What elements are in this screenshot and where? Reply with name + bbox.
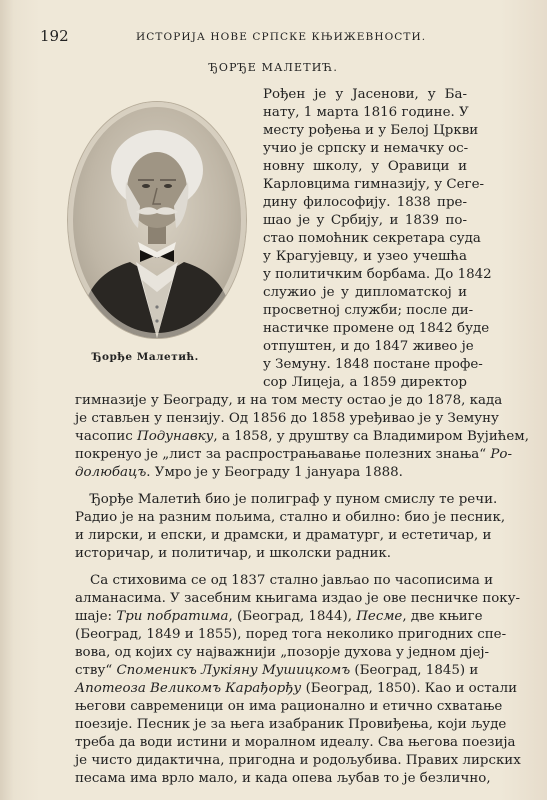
text-line: гимназије у Београду, и на том месту остао је до 1878, када [75, 393, 503, 408]
work-title: Песме [356, 609, 403, 624]
text-line: учио је српску и немачку ос- [263, 141, 469, 156]
text-line: стао помоћник секретара суда [263, 231, 481, 246]
text-line: Ђорђе Малетић био је полиграф у пуном смислу те речи. [90, 492, 498, 507]
text-line: песама има врло мало, и када опева љубав то је безлично, [75, 771, 491, 786]
text-line: настичке промене од 1842 буде [263, 321, 490, 336]
text-line: у Крагујевцу, и узео учешћа [263, 249, 467, 264]
text-line: вова, од којих су најважнији „позорје духова у једном дјеј- [75, 645, 490, 660]
text-line: Радио је на разним пољима, стално и обилно: био је песник, [75, 510, 506, 525]
text-line: алманасима. У засебним књигама издао је ове песничке поку- [75, 591, 521, 606]
text-line: просветној служби; после ди- [263, 303, 474, 318]
text-line: долюбацъ. Умро је у Београду 1 јануара 1888. [75, 465, 403, 480]
work-title: Споменикъ Лукіяну Мушицкомъ [116, 663, 351, 678]
periodical-title: Ро- [490, 447, 513, 462]
text-line: отпуштен, и до 1847 живео је [263, 339, 474, 354]
text-line: нату, 1 марта 1816 године. У [263, 105, 469, 120]
text-line: сор Лицеја, а 1859 директор [263, 375, 467, 390]
portrait-image [68, 102, 246, 338]
text-line: и лирски, и епски, и драмски, и драматург, и естетичар, и [75, 528, 492, 543]
running-head: ИСТОРИЈА НОВЕ СРПСКЕ КЊИЖЕВНОСТИ. [136, 31, 427, 43]
page-header [40, 27, 501, 47]
portrait-caption: Ђорђе Малетић. [92, 351, 199, 363]
section-title: ЂОРЂЕ МАЛЕТИЋ. [208, 61, 339, 74]
text-line: је чисто дидактична, пригодна и родољубива. Правих лирских [75, 753, 521, 768]
text-line: Са стиховима се од 1837 стално јављао по часописима и [90, 573, 494, 588]
text-line: часопис Подунавку, а 1858, у друштву са Владимиром Вујићем, [75, 429, 529, 444]
text-line: дину философију. 1838 пре- [263, 195, 467, 210]
text-line: Карловцима гимназију, у Сеге- [263, 177, 485, 192]
text-line: служио је у дипломатској и [263, 285, 467, 300]
text-line: Апотеоза Великомъ Карађорђу (Београд, 1850). Као и остали [75, 681, 518, 696]
text-line: поезије. Песник је за њега изабраник Провиђења, који људе [75, 717, 507, 732]
periodical-title: долюбацъ [75, 465, 147, 480]
text-line: ству“ Споменикъ Лукіяну Мушицкомъ (Београд, 1845) и [75, 663, 479, 678]
page-number: 192 [40, 27, 69, 45]
text-line: Рођен је у Јасенови, у Ба- [263, 87, 467, 102]
text-line: шаје: Три побратима, (Београд, 1844), Песме, две књиге [75, 609, 483, 624]
text-line: (Београд, 1849 и 1855), поред тога неколико пригодних спе- [75, 627, 507, 642]
text-line: покренуо је „лист за распрострањавање полезних знања“ Ро- [75, 447, 513, 462]
text-line: месту рођења и у Белој Цркви [263, 123, 479, 138]
work-title: Апотеоза Великомъ Карађорђу [75, 681, 302, 696]
text-line: у Земуну. 1848 постане профе- [263, 357, 483, 372]
text-line: историчар, и политичар, и школски радник. [75, 546, 392, 561]
text-line: његови савременици он има рационално и етично схватање [75, 699, 503, 714]
work-title: Три побратима [116, 609, 229, 624]
periodical-title: Подунавку [137, 429, 214, 444]
text-line: у политичким борбама. До 1842 [263, 267, 492, 282]
text-line: шао је у Србију, и 1839 по- [263, 213, 467, 228]
text-line: треба да води истини и моралном идеалу. Сва његова поезија [75, 735, 516, 750]
text-line: је стављен у пензију. Од 1856 до 1858 уређивао је у Земуну [75, 411, 499, 426]
text-line: новну школу, у Оравици и [263, 159, 467, 174]
